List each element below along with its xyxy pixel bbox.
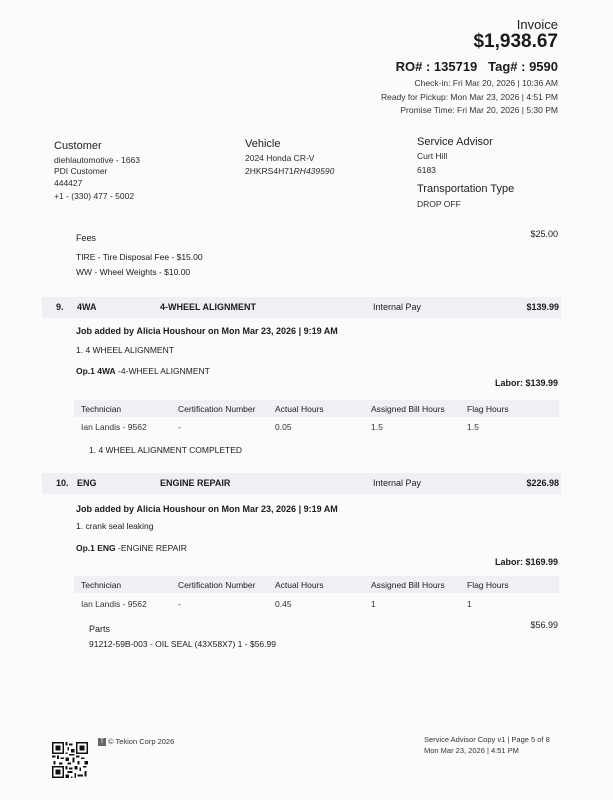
th-cert-number: Certification Number <box>178 404 256 414</box>
service-advisor-heading: Service Advisor <box>417 136 493 148</box>
service-advisor-id: 6183 <box>417 165 436 175</box>
pay-type: Internal Pay <box>373 302 422 312</box>
transportation-value: DROP OFF <box>417 199 461 209</box>
job-added-line <box>76 326 338 336</box>
labor-total: Labor: $169.99 <box>494 557 558 567</box>
vin-prefix: 2HKRS4H71 <box>245 166 294 176</box>
ro-number: RO# : 135719 <box>395 59 478 74</box>
th-cert-number: Certification Number <box>178 580 256 590</box>
job-amount: $139.99 <box>526 302 559 312</box>
job-line-item: 1. 4 WHEEL ALIGNMENT <box>76 345 174 355</box>
promise-time: Promise Time: Fri Mar 20, 2026 | 5:30 PM <box>400 105 558 115</box>
job-number: 10. <box>56 478 69 488</box>
fees-total: $25.00 <box>530 229 558 239</box>
cert-cell: - <box>178 599 181 609</box>
customer-phone: +1 - (330) 477 - 5002 <box>54 191 135 201</box>
th-technician: Technician <box>81 404 122 414</box>
job-added-prefix: Job added by <box>76 326 135 336</box>
job-name: ENGINE REPAIR <box>160 478 231 488</box>
vehicle-heading: Vehicle <box>245 138 281 150</box>
pay-type: Internal Pay <box>373 478 422 488</box>
tekion-logo-icon: T <box>98 738 106 746</box>
job-completion-note: 1. 4 WHEEL ALIGNMENT COMPLETED <box>89 445 243 455</box>
op-desc: -4-WHEEL ALIGNMENT <box>115 366 210 376</box>
job-name: 4-WHEEL ALIGNMENT <box>160 302 256 312</box>
vehicle-vin <box>245 166 334 176</box>
th-assigned-hours: Assigned Bill Hours <box>371 404 445 414</box>
service-advisor-name: Curt Hill <box>417 151 448 161</box>
qr-code-icon <box>52 742 88 778</box>
job-added-by: Alicia Houshour on Mon Mar 23, 2026 | 9:19 AM <box>136 326 338 336</box>
assigned-hours-cell: 1.5 <box>371 422 383 432</box>
op-code: Op.1 ENG <box>76 543 116 553</box>
vin-suffix: RH439590 <box>293 166 335 176</box>
job-added-by: Alicia Houshour on Mon Mar 23, 2026 | 9:19 AM <box>136 504 338 514</box>
fee-item: WW - Wheel Weights - $10.00 <box>76 267 191 277</box>
tag-number: Tag# : 9590 <box>488 59 558 74</box>
ready-for-pickup-time: Ready for Pickup: Mon Mar 23, 2026 | 4:51 PM <box>380 92 558 102</box>
cert-cell: - <box>178 422 181 432</box>
customer-heading: Customer <box>54 140 102 152</box>
footer-copy-page: Service Advisor Copy v1 | Page 5 of 8 <box>424 735 550 744</box>
technician-cell: Ian Landis - 9562 <box>81 422 147 432</box>
job-header-bar <box>42 473 561 494</box>
operation-line <box>76 543 187 553</box>
footer-timestamp: Mon Mar 23, 2026 | 4:51 PM <box>424 746 519 755</box>
job-added-line <box>76 504 338 514</box>
operation-line <box>76 366 210 376</box>
parts-total: $56.99 <box>530 620 558 630</box>
flag-hours-cell: 1.5 <box>467 422 479 432</box>
th-flag-hours: Flag Hours <box>467 580 509 590</box>
tech-table-header <box>74 400 559 417</box>
flag-hours-cell: 1 <box>467 599 472 609</box>
labor-total: Labor: $139.99 <box>494 378 558 388</box>
invoice-title: Invoice <box>516 17 558 32</box>
job-code: ENG <box>77 478 97 488</box>
vehicle-model: 2024 Honda CR-V <box>245 153 315 163</box>
fees-label: Fees <box>76 233 97 243</box>
footer-copyright: © Tekion Corp 2026 <box>108 737 175 746</box>
customer-type: PDI Customer <box>54 166 108 176</box>
parts-label: Parts <box>89 624 111 634</box>
customer-number: 444427 <box>54 178 83 188</box>
th-actual-hours: Actual Hours <box>275 580 324 590</box>
job-number: 9. <box>56 302 64 312</box>
op-desc: -ENGINE REPAIR <box>115 543 187 553</box>
technician-cell: Ian Landis - 9562 <box>81 599 147 609</box>
actual-hours-cell: 0.05 <box>275 422 292 432</box>
job-code: 4WA <box>77 302 97 312</box>
job-header-bar <box>42 297 561 318</box>
job-amount: $226.98 <box>526 478 559 488</box>
th-technician: Technician <box>81 580 122 590</box>
invoice-total: $1,938.67 <box>473 31 558 52</box>
th-flag-hours: Flag Hours <box>467 404 509 414</box>
assigned-hours-cell: 1 <box>371 599 376 609</box>
tech-table-header <box>74 576 559 593</box>
ro-tag-line <box>396 59 558 74</box>
job-line-item: 1. crank seal leaking <box>76 521 154 531</box>
th-actual-hours: Actual Hours <box>275 404 324 414</box>
actual-hours-cell: 0.45 <box>275 599 292 609</box>
part-line-item: 91212-59B-003 - OIL SEAL (43X58X7) 1 - $56.99 <box>89 639 276 649</box>
check-in-time: Check-in: Fri Mar 20, 2026 | 10:36 AM <box>414 78 558 88</box>
customer-name: diehlautomotive - 1663 <box>54 155 141 165</box>
th-assigned-hours: Assigned Bill Hours <box>371 580 445 590</box>
transportation-heading: Transportation Type <box>417 183 515 195</box>
op-code: Op.1 4WA <box>76 366 116 376</box>
fee-item: TIRE - Tire Disposal Fee - $15.00 <box>76 252 203 262</box>
job-added-prefix: Job added by <box>76 504 135 514</box>
